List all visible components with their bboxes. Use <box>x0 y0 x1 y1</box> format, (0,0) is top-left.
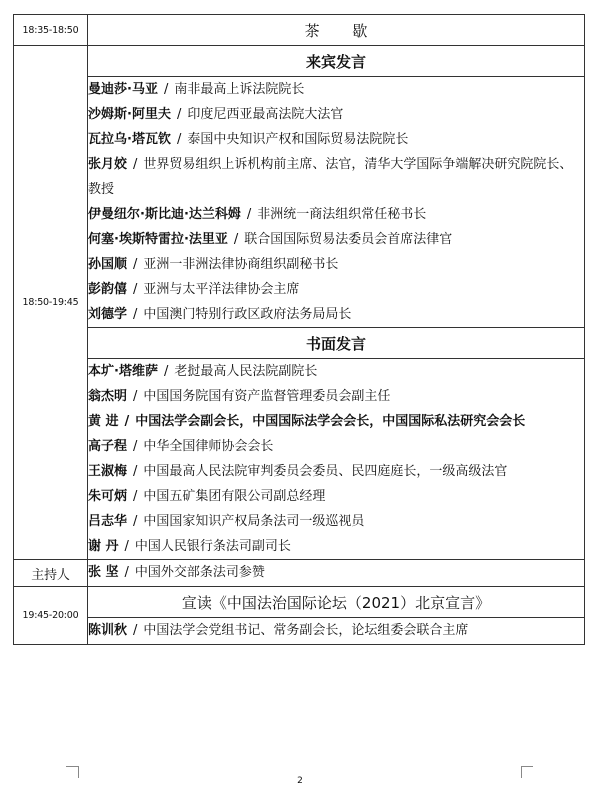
separator: / <box>133 307 138 322</box>
agenda-table <box>13 14 585 645</box>
speaker-title: 中国人民银行条法司副司长 <box>134 539 291 554</box>
separator: / <box>233 232 239 247</box>
speaker-entry <box>88 227 584 252</box>
host-entry <box>88 560 584 586</box>
speaker-title: 亚洲与太平洋法律协会主席 <box>143 282 300 297</box>
declaration-entry <box>88 618 584 644</box>
separator: / <box>133 439 138 454</box>
separator: / <box>176 107 182 122</box>
speaker-name: 吕志华 <box>88 514 128 529</box>
separator: / <box>133 623 138 638</box>
speaker-entry <box>88 202 584 227</box>
speaker-name: 曼迪莎·马亚 <box>88 82 158 97</box>
separator: / <box>133 489 138 504</box>
declaration-time: 19:45-20:00 <box>14 587 88 645</box>
declaration-title: 宣读《中国法治国际论坛（2021）北京宣言》 <box>88 587 585 618</box>
speaker-title: 世界贸易组织上诉机构前主席、法官，清华大学国际争端解决研究院院长、教授 <box>88 157 573 197</box>
tea-break-row <box>14 15 585 46</box>
speech-time: 18:50-19:45 <box>14 46 88 560</box>
speaker-entry <box>88 434 584 459</box>
separator: / <box>246 207 252 222</box>
speaker-name: 何塞·埃斯特雷拉·法里亚 <box>88 232 228 247</box>
speaker-entry <box>88 77 584 102</box>
speaker-name: 伊曼纽尔·斯比迪·达兰科姆 <box>88 207 241 222</box>
speaker-title: 南非最高上诉法院院长 <box>174 82 305 97</box>
speaker-entry <box>88 152 584 202</box>
separator: / <box>133 464 138 479</box>
separator: / <box>124 539 129 554</box>
host-cell <box>88 560 585 587</box>
separator: / <box>163 364 169 379</box>
separator: / <box>176 132 182 147</box>
host-name: 张 坚 <box>88 565 119 580</box>
crop-mark-left-h <box>66 766 78 767</box>
speaker-entry <box>88 252 584 277</box>
separator: / <box>133 282 138 297</box>
written-list-row <box>14 359 585 560</box>
speaker-entry <box>88 484 584 509</box>
host-title: 中国外交部条法司参赞 <box>134 565 265 580</box>
separator: / <box>133 257 138 272</box>
speaker-entry <box>88 534 584 559</box>
separator: / <box>124 565 129 580</box>
speaker-title: 中国国务院国有资产监督管理委员会副主任 <box>143 389 391 404</box>
speaker-title: 非洲统一商法组织常任秘书长 <box>257 207 427 222</box>
speaker-name: 翁杰明 <box>88 389 128 404</box>
tea-break-time: 18:35-18:50 <box>14 15 88 46</box>
declaration-speaker-cell <box>88 618 585 645</box>
separator: / <box>124 414 130 429</box>
speaker-title: 中华全国律师协会会长 <box>143 439 274 454</box>
speaker-title: 联合国国际贸易法委员会首席法律官 <box>244 232 453 247</box>
speaker-name: 高子程 <box>88 439 128 454</box>
written-speaker-list <box>88 359 585 560</box>
speaker-title: 中国澳门特别行政区政府法务局局长 <box>143 307 352 322</box>
speaker-name: 谢 丹 <box>88 539 119 554</box>
speaker-title: 印度尼西亚最高法院大法官 <box>187 107 344 122</box>
declaration-speaker-row <box>14 618 585 645</box>
written-heading-row <box>14 328 585 359</box>
speaker-title: 中国五矿集团有限公司副总经理 <box>143 489 326 504</box>
speaker-entry <box>88 509 584 534</box>
guest-speech-heading: 来宾发言 <box>88 46 585 77</box>
declaration-speaker-name: 陈训秋 <box>88 623 128 638</box>
tea-break-title: 茶 歇 <box>88 15 585 46</box>
separator: / <box>133 514 138 529</box>
written-speech-heading: 书面发言 <box>88 328 585 359</box>
page-number: 2 <box>297 776 303 786</box>
speaker-title: 中国国家知识产权局条法司一级巡视员 <box>143 514 365 529</box>
speaker-title: 泰国中央知识产权和国际贸易法院院长 <box>187 132 409 147</box>
speaker-title: 亚洲一非洲法律协商组织副秘书长 <box>143 257 339 272</box>
separator: / <box>163 82 169 97</box>
guest-speaker-list <box>88 77 585 328</box>
declaration-heading-row <box>14 587 585 618</box>
host-row <box>14 560 585 587</box>
speaker-name: 彭韵僖 <box>88 282 128 297</box>
speaker-name: 王淑梅 <box>88 464 128 479</box>
speaker-name: 本圹·塔维萨 <box>88 364 158 379</box>
speaker-entry <box>88 127 584 152</box>
speaker-entry <box>88 384 584 409</box>
speaker-title: 老挝最高人民法院副院长 <box>174 364 318 379</box>
speaker-entry <box>88 409 584 434</box>
host-label: 主持人 <box>14 560 88 587</box>
speaker-name: 刘德学 <box>88 307 128 322</box>
speaker-entry <box>88 277 584 302</box>
guest-list-row <box>14 77 585 328</box>
speaker-title: 中国最高人民法院审判委员会委员、民四庭庭长，一级高级法官 <box>143 464 508 479</box>
speaker-entry <box>88 359 584 384</box>
speaker-entry <box>88 302 584 327</box>
speaker-name: 黄 进 <box>88 414 119 429</box>
speaker-name: 朱可炳 <box>88 489 128 504</box>
speaker-title: 中国法学会副会长，中国国际法学会会长，中国国际私法研究会会长 <box>135 414 526 429</box>
crop-mark-right-h <box>521 766 533 767</box>
declaration-speaker-title: 中国法学会党组书记、常务副会长，论坛组委会联合主席 <box>143 623 469 638</box>
speaker-name: 孙国顺 <box>88 257 128 272</box>
separator: / <box>133 389 138 404</box>
speaker-name: 沙姆斯·阿里夫 <box>88 107 171 122</box>
speaker-name: 瓦拉乌·塔瓦钦 <box>88 132 171 147</box>
speaker-entry <box>88 459 584 484</box>
speaker-name: 张月姣 <box>88 157 128 172</box>
guest-heading-row <box>14 46 585 77</box>
speaker-entry <box>88 102 584 127</box>
separator: / <box>133 157 138 172</box>
